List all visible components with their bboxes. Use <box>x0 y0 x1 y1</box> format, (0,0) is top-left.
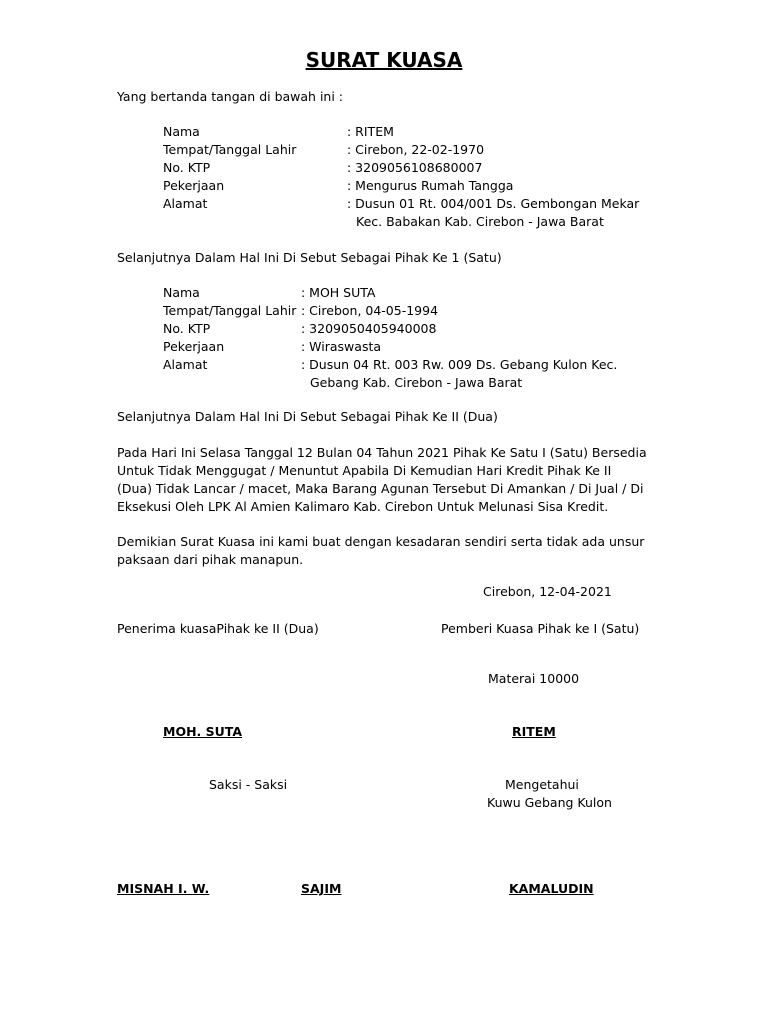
pihak1-statement: Selanjutnya Dalam Hal Ini Di Sebut Sebagai Pihak Ke 1 (Satu) <box>117 250 502 265</box>
party2-label-ktp: No. KTP <box>163 321 211 336</box>
party1-value-ttl: : Cirebon, 22-02-1970 <box>347 142 485 157</box>
party1-value-nama: : RITEM <box>347 124 394 139</box>
party2-label-alamat: Alamat <box>163 357 208 372</box>
pihak2-statement: Selanjutnya Dalam Hal Ini Di Sebut Sebagai Pihak Ke II (Dua) <box>117 409 498 424</box>
party1-label-ktp: No. KTP <box>163 160 211 175</box>
party1-value-alamat: : Dusun 01 Rt. 004/001 Ds. Gembongan Mekar <box>347 196 640 211</box>
party1-value-ktp: : 3209056108680007 <box>347 160 483 175</box>
party2-value-nama: : MOH SUTA <box>301 285 376 300</box>
party1-label-pekerjaan: Pekerjaan <box>163 178 225 193</box>
body-line: (Dua) Tidak Lancar / macet, Maka Barang Agunan Tersebut Di Amankan / Di Jual / Di <box>117 481 644 496</box>
closing-line: Demikian Surat Kuasa ini kami buat dengan kesadaran sendiri serta tidak ada unsur <box>117 534 645 549</box>
party1-label-alamat: Alamat <box>163 196 208 211</box>
body-line: Untuk Tidak Menggugat / Menuntut Apabila Di Kemudian Hari Kredit Pihak Ke II <box>117 463 612 478</box>
grantor-signature-name: RITEM <box>512 724 556 739</box>
party1-label-nama: Nama <box>163 124 200 139</box>
party1-value-pekerjaan: : Mengurus Rumah Tangga <box>347 178 514 193</box>
acknowledge-title: Kuwu Gebang Kulon <box>487 795 612 810</box>
place-date: Cirebon, 12-04-2021 <box>483 584 612 599</box>
witnesses-label: Saksi - Saksi <box>209 777 288 792</box>
party2-value-ttl: : Cirebon, 04-05-1994 <box>301 303 439 318</box>
party2-value-pekerjaan: : Wiraswasta <box>301 339 382 354</box>
party2-label-nama: Nama <box>163 285 200 300</box>
acknowledge-label: Mengetahui <box>505 777 579 792</box>
party2-value-ktp: : 3209050405940008 <box>301 321 437 336</box>
body-line: Eksekusi Oleh LPK Al Amien Kalimaro Kab. Cirebon Untuk Melunasi Sisa Kredit. <box>117 499 609 514</box>
grantor-label: Pemberi Kuasa Pihak ke I (Satu) <box>441 621 640 636</box>
party2-label-ttl: Tempat/Tanggal Lahir <box>163 303 297 318</box>
party1-label-ttl: Tempat/Tanggal Lahir <box>163 142 297 157</box>
closing-line: paksaan dari pihak manapun. <box>117 552 304 567</box>
intro-text: Yang bertanda tangan di bawah ini : <box>117 89 344 104</box>
party2-value-alamat: : Dusun 04 Rt. 003 Rw. 009 Ds. Gebang Kulon Kec. <box>301 357 618 372</box>
party2-label-pekerjaan: Pekerjaan <box>163 339 225 354</box>
materai-stamp-label: Materai 10000 <box>488 671 580 686</box>
witness2-name: SAJIM <box>301 881 342 896</box>
party2-value-alamat-line2: Gebang Kab. Cirebon - Jawa Barat <box>310 375 523 390</box>
acknowledge-signature-name: KAMALUDIN <box>509 881 594 896</box>
party1-value-alamat-line2: Kec. Babakan Kab. Cirebon - Jawa Barat <box>356 214 604 229</box>
body-line: Pada Hari Ini Selasa Tanggal 12 Bulan 04 Tahun 2021 Pihak Ke Satu I (Satu) Bersedia <box>117 445 647 460</box>
witness1-name: MISNAH I. W. <box>117 881 210 896</box>
recipient-label: Penerima kuasaPihak ke II (Dua) <box>117 621 319 636</box>
recipient-signature-name: MOH. SUTA <box>163 724 243 739</box>
document-title: SURAT KUASA <box>305 48 463 72</box>
